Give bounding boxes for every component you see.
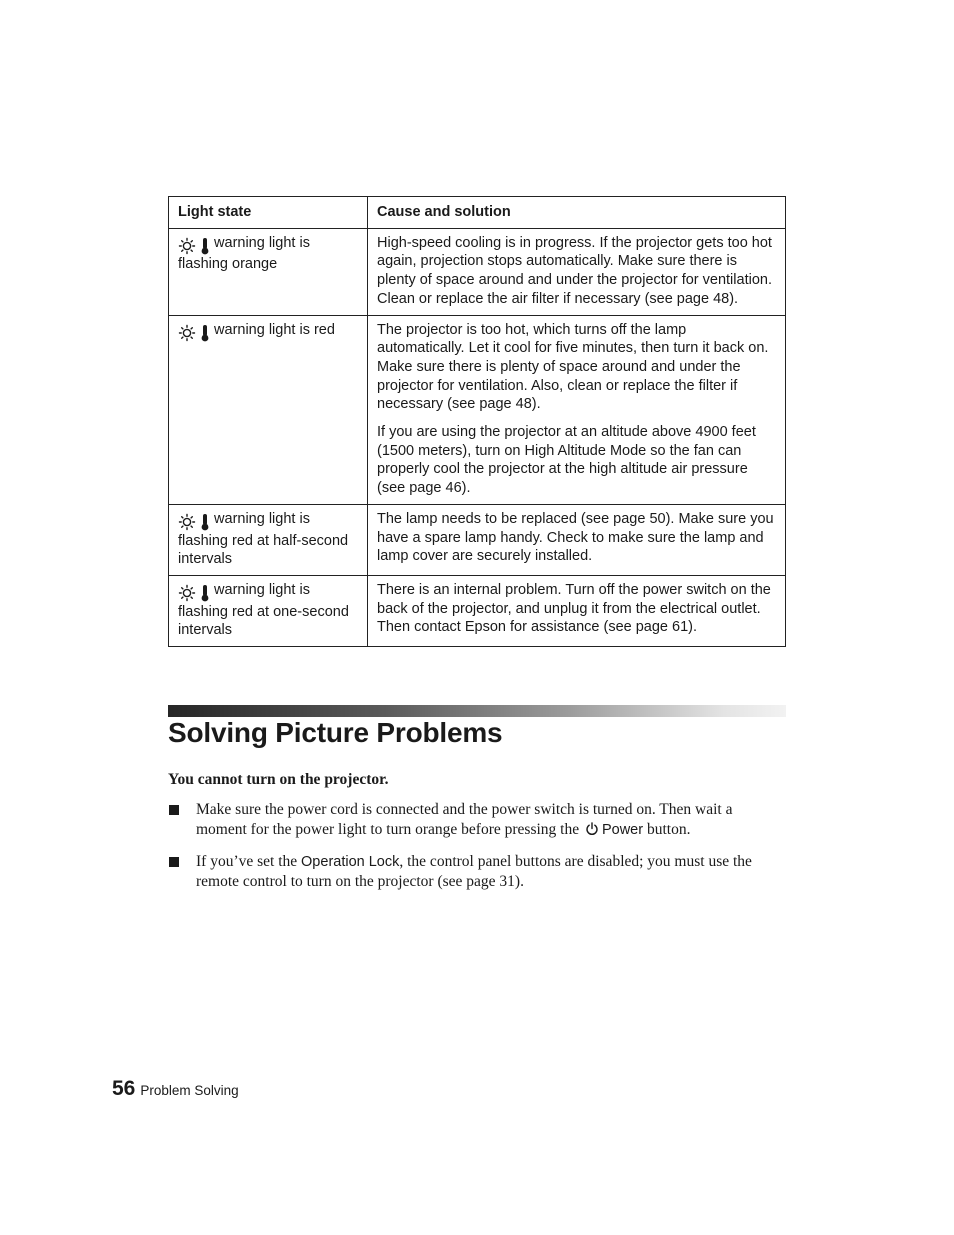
table-row	[169, 504, 786, 575]
sun-icon	[178, 513, 196, 531]
cause-text: High-speed cooling is in progress. If the projector gets too hot again, projection stops automatically. Make sure there is plenty of space around and under the projector for ventilation. Clean or replace the air filter if necessary (see page 48).	[377, 234, 772, 307]
cause-text: There is an internal problem. Turn off the power switch on the back of the projector, and unplug it from the electrical outlet. Then contact Epson for assistance (see page 61).	[377, 581, 771, 636]
warning-icons	[178, 584, 210, 603]
light-state-cell	[169, 504, 368, 575]
warning-icons	[178, 237, 210, 256]
sun-icon	[178, 324, 196, 342]
thermometer-icon	[200, 237, 210, 255]
power-button-term: Power	[601, 822, 644, 838]
thermometer-icon	[200, 513, 210, 531]
chapter-label: Problem Solving	[140, 1083, 239, 1098]
section-title: Solving Picture Problems	[168, 717, 503, 748]
header-light-state: Light state	[169, 197, 368, 229]
page-number: 56	[112, 1077, 136, 1100]
high-altitude-mode-term: High Altitude Mode	[524, 442, 647, 459]
table-row	[169, 575, 786, 646]
cause-text	[377, 423, 776, 498]
troubleshooting-table	[168, 196, 786, 647]
warning-icons	[178, 513, 210, 532]
solution-list	[168, 800, 786, 902]
cause-text: The lamp needs to be replaced (see page 50). Make sure you have a spare lamp handy. Check to make sure the lamp and lamp cover are securely installed.	[377, 510, 774, 565]
power-icon	[585, 822, 599, 842]
cause-cell	[368, 228, 786, 315]
light-state-text: warning light is red	[214, 321, 335, 338]
cause-cell	[368, 504, 786, 575]
warning-icons	[178, 324, 210, 343]
list-item-text: Make sure the power cord is connected and the power switch is turned on. Then wait a moment for the power light to turn orange before pressing the	[196, 801, 733, 838]
list-item-text: button.	[643, 821, 691, 838]
list-item	[168, 852, 786, 892]
cause-text: The projector is too hot, which turns off the lamp automatically. Let it cool for five minutes, then turn it back on. Make sure there is plenty of space around and under the projector for ventilation. Also, clean or replace the filter if necessary (see page 48).	[377, 321, 769, 413]
cause-text-part: If you are using the projector at an altitude above 4900 feet (1500 meters), turn on	[377, 424, 756, 459]
light-state-text: warning light is flashing red at one-second intervals	[178, 581, 349, 639]
list-item-text: If you’ve set the	[196, 853, 302, 870]
light-state-cell	[169, 228, 368, 315]
sun-icon	[178, 584, 196, 602]
list-item-text: , the control panel buttons are disabled; you must use the remote control to turn on the projector (see page 31).	[196, 853, 752, 890]
sun-icon	[178, 237, 196, 255]
cause-text-part: so the fan can properly cool the projector at the high altitude air pressure (see page 46).	[377, 442, 748, 497]
cause-cell	[368, 575, 786, 646]
operation-lock-term: Operation Lock	[301, 854, 400, 870]
thermometer-icon	[200, 584, 210, 602]
light-state-text: warning light is flashing red at half-second intervals	[178, 510, 349, 568]
cause-cell	[368, 315, 786, 504]
page-footer	[112, 1075, 239, 1103]
thermometer-icon	[200, 324, 210, 342]
bullet-square-icon	[169, 805, 179, 815]
table-row	[169, 315, 786, 504]
list-item	[168, 800, 786, 842]
problem-subheading: You cannot turn on the projector.	[168, 771, 389, 788]
light-state-cell	[169, 315, 368, 504]
table-header-row	[169, 197, 786, 229]
light-state-cell	[169, 575, 368, 646]
table-row	[169, 228, 786, 315]
bullet-square-icon	[169, 857, 179, 867]
light-state-text: warning light is flashing orange	[178, 234, 310, 273]
header-cause-and-solution: Cause and solution	[368, 197, 786, 229]
